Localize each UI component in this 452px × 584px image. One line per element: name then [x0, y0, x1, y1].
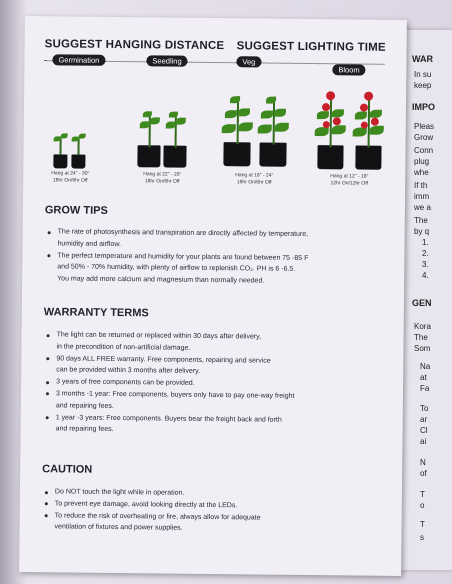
- side-line: s: [420, 533, 424, 542]
- side-line: Som: [414, 344, 431, 353]
- list-item: To reduce the risk of overheating or fire, always allow for adequate: [42, 510, 392, 525]
- stage-label-bloom: Bloom: [332, 64, 365, 75]
- bloom-time-text: 12hr On/12hr Off: [330, 179, 368, 187]
- side-line: The: [414, 216, 428, 225]
- caution-list: [42, 486, 392, 537]
- side-line: of: [420, 469, 427, 478]
- side-line: ar: [420, 415, 428, 424]
- hanging-distance-title: SUGGEST HANGING DISTANCE: [44, 38, 225, 53]
- list-item: in the precondition of non-artificial damage.: [56, 343, 191, 352]
- side-line: ai: [420, 437, 427, 446]
- seedling-time-text: 18hr On/6hr Off: [144, 177, 180, 185]
- side-line: N: [420, 458, 426, 467]
- grow-tips-list: [44, 226, 395, 289]
- list-item: and repairing fees.: [55, 425, 114, 434]
- list-item: The perfect temperature and humidity for your plants are found between 75 -85 F: [44, 250, 394, 265]
- germination-plants-illustration: [51, 128, 91, 168]
- side-line: at: [420, 373, 427, 382]
- side-line: Conn: [414, 146, 434, 155]
- bloom-plants-illustration: [313, 91, 390, 170]
- side-line: Fa: [420, 384, 430, 393]
- veg-plants-illustration: [219, 94, 292, 167]
- caution-heading: CAUTION: [42, 463, 93, 476]
- germination-hang-text: Hang at 24" - 30": [51, 170, 90, 177]
- list-item: and repairing fees.: [55, 402, 114, 410]
- list-item: and 50% - 70% humidity, with plenty of airflow to replenish CO₂. PH is 6 -6.5.: [57, 263, 296, 274]
- side-line: 2.: [422, 249, 429, 258]
- seedling-plants-illustration: [135, 109, 190, 168]
- side-line: keep: [414, 81, 432, 90]
- lighting-time-title: SUGGEST LIGHTING TIME: [236, 40, 386, 54]
- germination-time-text: 18hr On/6hr Off: [52, 176, 88, 184]
- list-item: 90 days ALL FREE warranty. Free components, repairing and service: [43, 353, 393, 368]
- side-line: Na: [420, 362, 431, 371]
- side-line: by q: [414, 227, 430, 236]
- stage-label-germination: Germination: [52, 54, 105, 66]
- side-line: whe: [414, 168, 429, 177]
- stage-label-seedling: Seedling: [146, 55, 187, 66]
- stage-label-veg: Veg: [236, 56, 261, 67]
- list-item: can be provided within 3 months after delivery.: [56, 366, 201, 376]
- side-line: GEN: [412, 298, 432, 308]
- list-item: The light can be returned or replaced within 30 days after delivery,: [44, 329, 394, 344]
- germination-caption: [43, 170, 97, 184]
- side-line: Cl: [420, 426, 428, 435]
- list-item: The rate of photosynthesis and transpiration are directly affected by temperature,: [45, 226, 395, 241]
- list-item: You may add more calcium and magnesium than normally needed.: [57, 275, 265, 285]
- seedling-caption: [131, 171, 193, 185]
- side-line: 3.: [422, 260, 429, 269]
- list-item: 1 year -3 years: Free components. Buyers bear the freight back and forth: [43, 412, 393, 427]
- side-line: If th: [414, 181, 428, 190]
- list-item: ventilation of fixtures and power supplies.: [54, 523, 183, 533]
- side-line: plug: [414, 157, 430, 166]
- grow-tips-heading: GROW TIPS: [44, 204, 108, 217]
- side-line: o: [420, 501, 425, 510]
- veg-time-text: 18hr On/6hr Off: [236, 178, 272, 186]
- seedling-hang-text: Hang at 22" - 26": [143, 171, 182, 178]
- bloom-caption: [313, 173, 385, 187]
- side-line: IMPO: [412, 102, 436, 112]
- veg-caption: [221, 172, 287, 186]
- list-item: 3 years of free components can be provided.: [43, 376, 393, 391]
- side-line: WAR: [412, 54, 433, 64]
- bloom-hang-text: Hang at 12" - 18": [330, 173, 369, 180]
- side-line: The: [414, 333, 428, 342]
- side-line: imm: [414, 192, 430, 201]
- side-line: Pleas: [414, 122, 435, 131]
- side-line: T: [420, 520, 425, 529]
- side-line: T: [420, 490, 425, 499]
- side-line: 4.: [422, 271, 429, 280]
- side-line: Kora: [414, 322, 431, 331]
- side-line: In su: [414, 70, 432, 79]
- side-line: Grow: [414, 133, 434, 142]
- side-line: 1.: [422, 238, 429, 247]
- warranty-heading: WARRANTY TERMS: [43, 306, 149, 320]
- list-item: 3 months -1 year: Free components, buyers only have to pay one-way freight: [43, 388, 393, 403]
- list-item: Do NOT touch the light while in operation.: [42, 486, 392, 501]
- manual-page: [19, 16, 407, 576]
- side-line: we a: [414, 203, 431, 212]
- side-line: To: [420, 404, 429, 413]
- veg-hang-text: Hang at 18" - 24": [235, 172, 274, 179]
- warranty-list: [43, 329, 394, 439]
- list-item: humidity and airflow.: [57, 240, 121, 248]
- adjacent-page: [398, 30, 452, 570]
- list-item: To prevent eye damage, avoid looking directly at the LEDs.: [42, 498, 392, 513]
